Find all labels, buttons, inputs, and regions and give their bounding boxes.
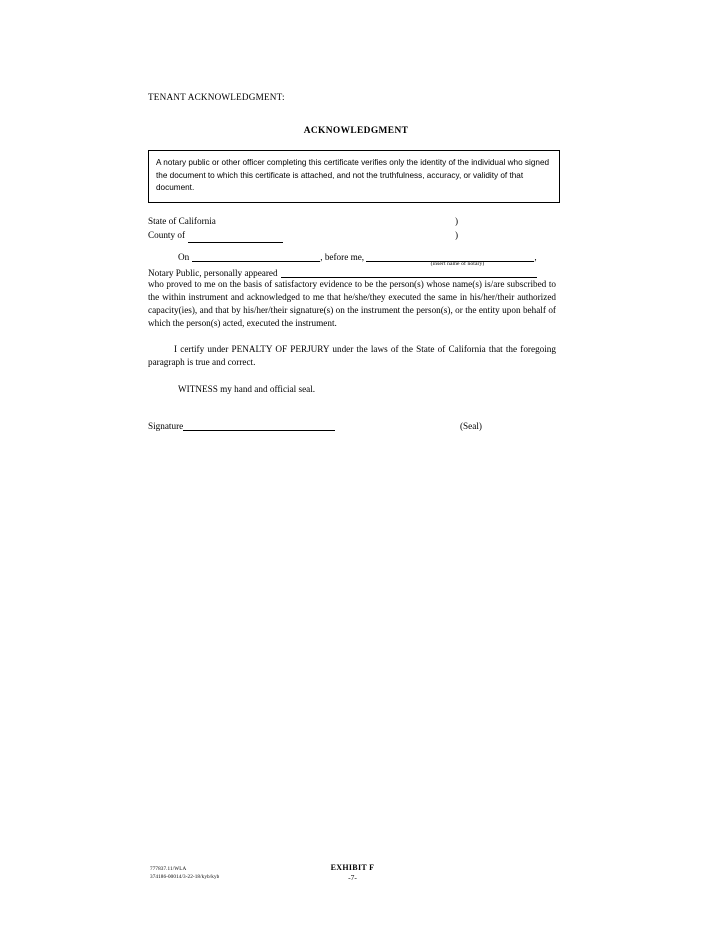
county-label: County of (148, 229, 186, 240)
signature-fill-field[interactable] (183, 421, 335, 431)
signature-label: Signature (148, 420, 184, 431)
witness-paragraph: WITNESS my hand and official seal. (178, 383, 316, 394)
on-label: On (178, 251, 190, 262)
document-content (148, 92, 558, 435)
notary-date-line (148, 252, 558, 262)
county-paren: ) (454, 229, 458, 240)
county-fill-field[interactable] (188, 233, 283, 243)
state-row (148, 215, 558, 229)
state-label: State of California (148, 216, 216, 227)
tenant-acknowledgment-label: TENANT ACKNOWLEDGMENT: (148, 92, 285, 102)
certify-paragraph: I certify under PENALTY OF PERJURY under the laws of the State of California that the foregoing paragraph is true and correct. (148, 343, 556, 368)
county-row (148, 229, 558, 243)
footer-center (0, 863, 705, 882)
seal-label: (Seal) (460, 420, 482, 431)
notary-body-paragraph: who proved to me on the basis of satisfactory evidence to be the person(s) whose name(s) is/are subscribed to the within instrument and acknowledged to me that he/she/they executed the same in his/her/their authorized capacity(ies), and that by his/her/their signature(s) on the instrument the person(s), or the entity upon behalf of which the person(s) acted, executed the instrument. (148, 278, 556, 328)
notary-public-label: Notary Public, personally appeared (148, 267, 278, 278)
personally-appeared-fill-field[interactable] (281, 268, 537, 278)
page-number: -7- (348, 873, 357, 882)
state-county-block (148, 215, 558, 243)
before-me-trailing: , (534, 251, 537, 262)
page-title: ACKNOWLEDGMENT (303, 126, 409, 136)
date-fill-field[interactable] (192, 252, 320, 262)
footer-ref-line-1: 777837.11/WLA (150, 866, 187, 872)
notary-notice-box (148, 150, 560, 203)
insert-name-of-notary-caption: (insert name of notary) (430, 260, 485, 267)
signature-row (148, 421, 558, 435)
notary-public-line (148, 268, 558, 278)
notary-notice-text: A notary public or other officer completing this certificate verifies only the identity of the individual who signed the document to which this certificate is attached, and not the truthfulness, accuracy, or validity of that document. (156, 158, 550, 193)
footer-ref-line-2: 374186-00014/3-22-18/kyb/kyb (150, 873, 220, 880)
exhibit-label: EXHIBIT F (330, 863, 375, 872)
before-me-label: , before me, (320, 251, 367, 262)
state-paren: ) (454, 216, 458, 227)
